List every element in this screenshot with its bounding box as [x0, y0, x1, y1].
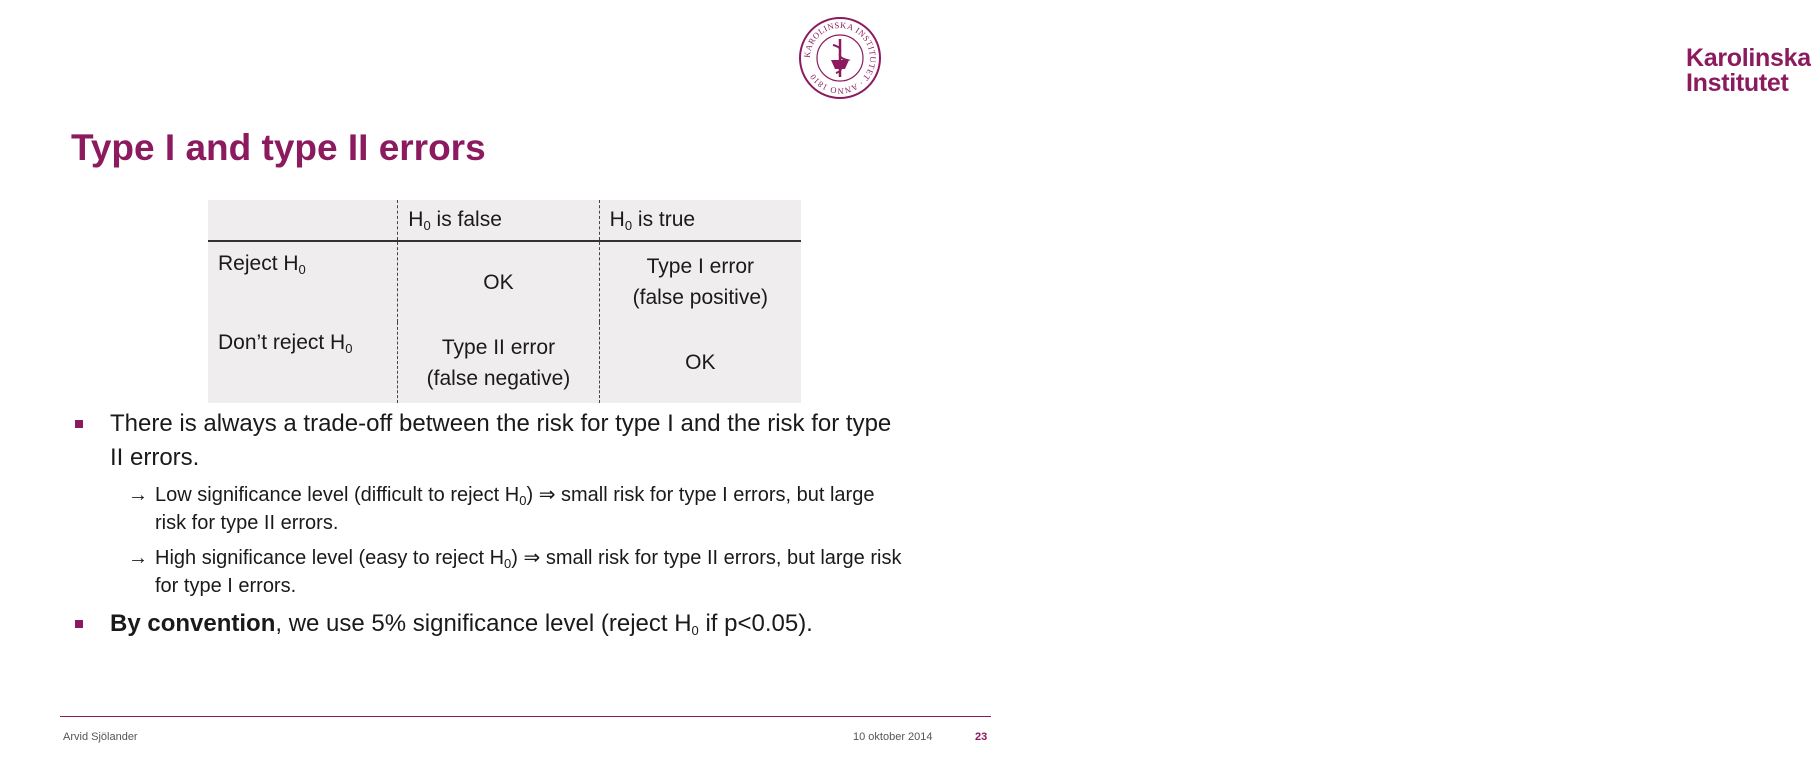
cell-dont-reject-true: OK — [599, 322, 801, 403]
logo-wordmark — [1686, 46, 1811, 96]
arrow-right-icon: → — [128, 547, 148, 569]
table-header-row — [208, 200, 801, 241]
table-row-reject — [208, 241, 801, 322]
arrow-right-icon: → — [128, 484, 148, 506]
square-bullet-icon — [75, 420, 83, 428]
header-h0-false: $H_0$ is false — [398, 200, 599, 241]
footer-author: Arvid Sjölander — [63, 731, 138, 743]
header-empty-cell — [208, 200, 398, 241]
bullet-convention: By convention, we use 5% significance level (reject $H_0$ if p<0.05). — [75, 607, 905, 641]
seal-text: KAROLINSKA INSTITUTET · ANNO 1810 — [801, 19, 879, 97]
error-table — [208, 200, 801, 403]
square-bullet-icon — [75, 620, 83, 628]
row-label-dont-reject: Don’t reject $H_0$ — [218, 331, 353, 356]
sub-bullet-high-significance: → High significance level (easy to reject $H_0$) ⇒ small risk for type II errors, but large risk for type I errors. — [75, 544, 905, 600]
karolinska-logo — [796, 14, 1811, 102]
header-h0-true: $H_0$ is true — [599, 200, 801, 241]
bullet-list — [75, 407, 905, 647]
row-label-reject: Reject $H_0$ — [218, 252, 306, 277]
slide-title: Type I and type II errors — [71, 127, 486, 168]
footer-date: 10 oktober 2014 — [853, 731, 933, 743]
table-row-dont-reject — [208, 322, 801, 403]
sub-bullet-low-significance: → Low significance level (difficult to reject $H_0$) ⇒ small risk for type I errors, but large risk for type II errors. — [75, 481, 905, 537]
footer-page-number: 23 — [975, 731, 988, 743]
logo-line-karolinska: Karolinska — [1686, 44, 1811, 72]
cell-dont-reject-false: Type II error (false negative) — [398, 322, 599, 403]
footer-divider — [60, 716, 991, 717]
karolinska-seal-icon — [796, 14, 886, 102]
logo-line-institutet: Institutet — [1686, 69, 1789, 97]
cell-reject-true: Type I error (false positive) — [599, 241, 801, 322]
cell-reject-false: OK — [398, 241, 599, 322]
bullet-trade-off: There is always a trade-off between the risk for type I and the risk for type II errors. — [75, 407, 905, 475]
